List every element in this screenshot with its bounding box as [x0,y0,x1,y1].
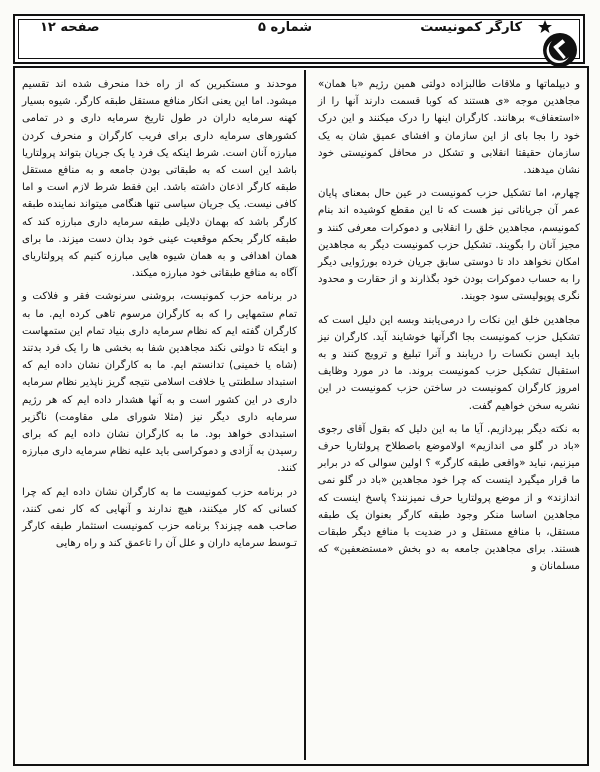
paragraph: و دیپلماتها و ملاقات طالبزاده دولتی همین رژیم «با همان» مجاهدین موجه «ی هستند که کوبا قسمت دارند آنها را از «استعفاف» برهانند. کارگران اینها را درک میکنند و این درک خود را بجا بای از این سازمان و افشای عمیق شان به یک سازمان حقیقتا انقلابی و تشکل در محافل کمونیستی خود نشان میدهند. [318,79,580,177]
paragraph: در برنامه حزب کمونیست ما به کارگران نشان داده ایم که چرا کسانی که کار میکنند، هیچ ندارند و آنهایی که کار نمی کنند، صاحب همه چیزند؟ برنامه حزب کمونیست استثمار طبقه کارگر تـوسط سرمایه داران و علل آن را تاعمق کند و راه رهایی [22,486,297,550]
issue-number: شماره ۵ [258,20,313,35]
right-column [318,76,580,576]
paper-name: کارگر کمونیست [420,20,522,35]
paragraph: موحدند و مستکبرین که از راه خدا منحرف شده اند تقسیم میشود. اما این یعنی انکار منافع مستقل طبقه کارگر. شیوه بسیار کهنه سرمایه داران در طول تاریخ سرمایه داری و در تمامی کشورهای سرمایه داری برای فریب کارگران و منحرف کردن مبارزه آنان است. شرط اینکه یک فرد یا یک جریان بتواند پرولتاریا باشد این است که به طبقاتی بودن جامعه و به منافع مستقل طبقه کارگر اذعان داشته باشد. این فقط شرط لازم است و اما کافی نیست. یک جریان سیاسی تنها هنگامی میتواند نماینده طبقه کارگر باشد که بهمان دلایلی طبقه سرمایه داری مبارزه کند که طبقه کارگر بحکم موقعیت عینی خود بدان دست میزند. ما برای همان اهدافی و به همان شیوه هایی مبارزه کنیم که پرولتاریای آگاه به منافع طبقاتی خود مبارزه میکند. [22,79,297,280]
page-number: صفحه ۱۲ [40,20,100,35]
paragraph: در برنامه حزب کمونیست، بروشنی سرنوشت فقر و فلاکت و تمام ستمهایی را که به کارگران مرسوم تاهی کرده ایم. ما به کارگران گفته ایم که نظام سرمایه داری بنیاد تمام این ستمهاست و اینکه تا دولتی نکند مجاهدین شفا به بخشی ها را یک فرد بدتند (شاه یا خمینی) تدانستم ایم. ما به کارگران نشان داده ایم که استبداد سلطنتی یا خلافت اسلامی نتیجه گریز ناپذیر نظام سرمایه داری در این کشور است و به آنها هشدار داده ایم که هر رژیم سرمایه داری دیگر نیز (مثلا شورای ملی مقاومت) ناگزیر استبدادی خواهد بود. ما به کارگران نشان داده ایم که برای رسیدن به آزادی و دموکراسی باید علیه نظام سرمایه داری مبارزه کنند. [22,291,297,475]
hammer-sickle-star-icon [536,18,580,70]
paragraph: مجاهدین خلق این نکات را درمی‌یابند وبسه این دلیل است که تشکیل حزب کمونیست بجا اگرآنها خوشایند آید. کارگران نیز باید ایسن نکسات را دریابند و آنرا تبلیغ و ترویج کنند و به استقبال تشکیل حزب کمونیست بروند. ما در مورد وظایف امروز کارگران کمونیست در ساختن حزب کمونیست در این نشریه سخن خواهیم گفت. [318,314,580,412]
left-column [22,76,297,552]
column-divider [304,70,306,760]
paragraph: چهارم، اما تشکیل حزب کمونیست در عین حال بمعنای پایان عمر آن جریاناتی نیز هست که تا این مقطع کوشیده اند بنام کمونیسم، مجاهدین خلق را انقلابی و دموکرات معرفی کنند و مجیز آنان را بگویند. تشکیل حزب کمونیست دیگر به مجاهدین امکان نخواهد داد تا دوستی سابق جریان خرده بورژوایی دیگر را به حساب دموکرات بودن خود بگذارند و از حقارت و محدود نگری پوپولیستی سود جویند. [318,188,580,303]
paragraph: به نکته دیگر بپردازیم. آیا ما به این دلیل که بقول آقای رجوی «باد در گلو می اندازیم» اولاموضع باصطلاح پرولتاریا حرف میزنیم، نباید «واقعی طبقه کارگر» ؟ اولین سوالی که در برابر ما قرار میگیرد اینست که چرا خود مجاهدین «باد در گلو نمی اندازند» و از موضع پرولتاریا حرف نمیزنند؟ پاسخ اینست که مجاهدین اساسا منکر وجود طبقه کارگر بعنوان یک طبقه مستقل، با منافع مستقل و در ضدیت با منافع دیگر طبقات هستند. برای مجاهدین جامعه به دو بخش «مستضعفین» که مسلمانان و [318,423,580,573]
